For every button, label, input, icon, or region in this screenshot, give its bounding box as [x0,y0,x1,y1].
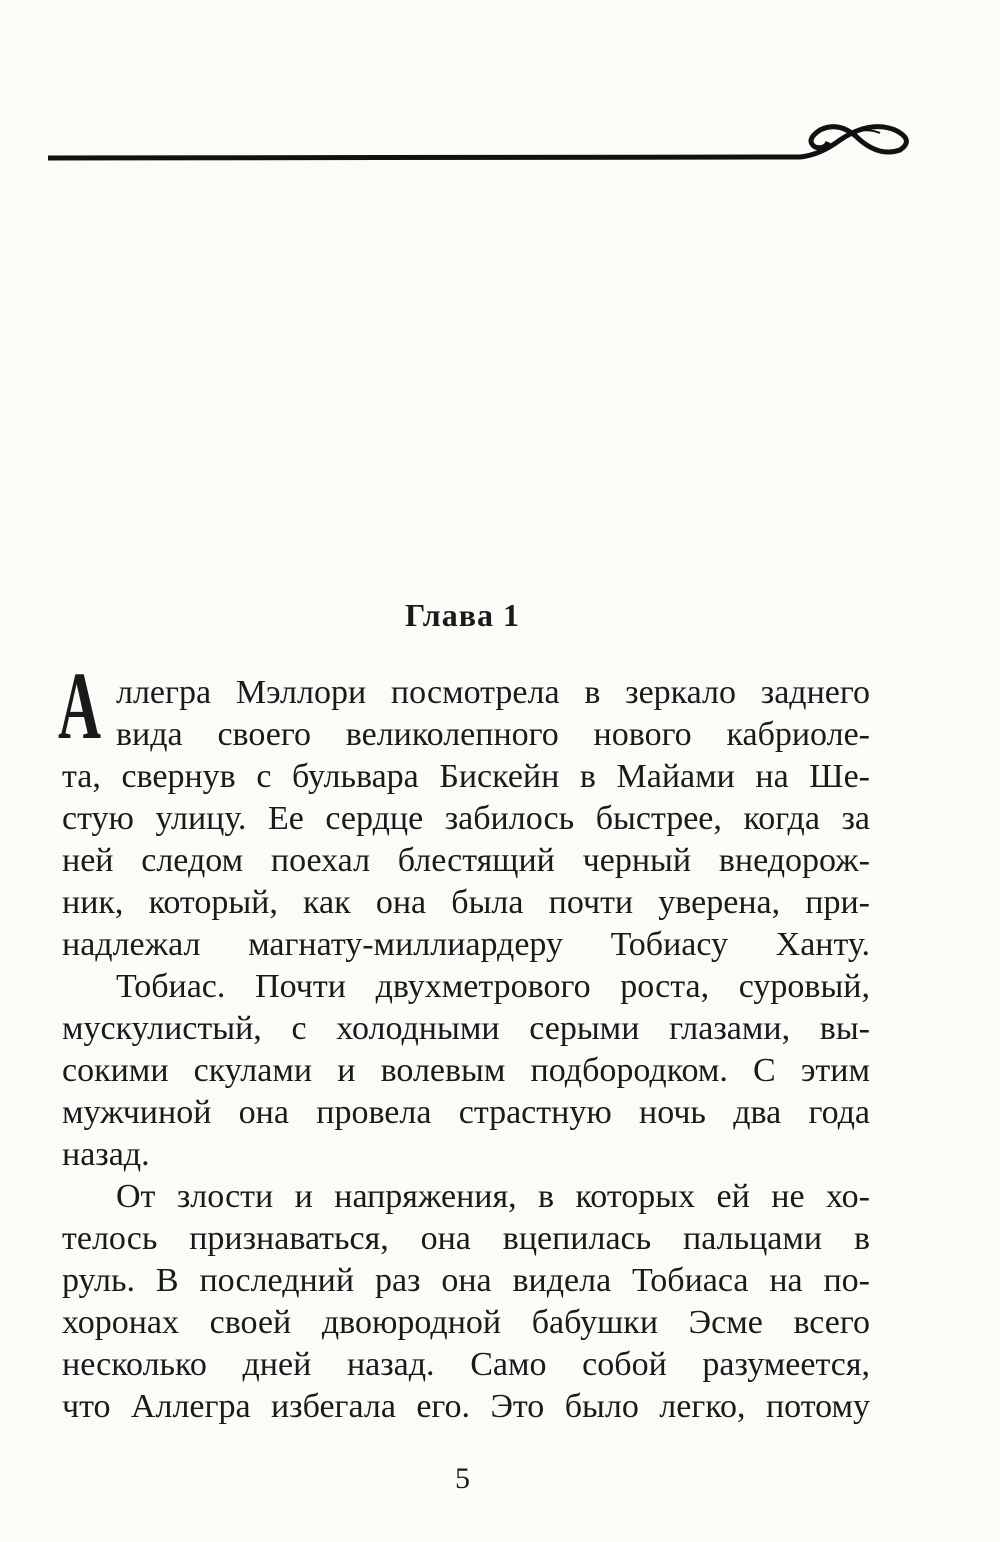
text-line: мускулистый, с холодными серыми глазами, вы- [62,1010,870,1047]
text-line: От злости и напряжения, в которых ей не хо- [116,1178,870,1215]
text-line: несколько дней назад. Само собой разумеется, [62,1346,870,1383]
text-line: Тобиас. Почти двухметрового роста, суровый, [116,968,870,1005]
text-line: та, свернув с бульвара Бискейн в Майами на Ше- [62,758,870,795]
text-line: сокими скулами и волевым подбородком. С этим [62,1052,870,1089]
page-number: 5 [455,1462,470,1495]
header-ornament-icon [40,95,920,175]
text-line: ней следом поехал блестящий черный внедорож- [62,842,870,879]
text-line: ник, который, как она была почти уверена, при- [62,884,870,921]
text-line: руль. В последний раз она видела Тобиаса на по- [62,1262,870,1299]
drop-cap: А [58,652,101,759]
text-line: хоронах своей двоюродной бабушки Эсме всего [62,1304,870,1341]
text-line: стую улицу. Ее сердце забилось быстрее, когда за [62,800,870,837]
text-line: ллегра Мэллори посмотрела в зеркало заднего [116,674,870,711]
text-line: мужчиной она провела страстную ночь два года [62,1094,870,1131]
text-line: надлежал магнату-миллиардеру Тобиасу Ханту. [62,926,870,963]
text-line: вида своего великолепного нового кабриоле- [116,716,870,753]
text-line: телось признаваться, она вцепилась пальцами в [62,1220,870,1257]
text-line: назад. [62,1136,150,1173]
text-line: что Аллегра избегала его. Это было легко, потому [62,1388,870,1425]
chapter-heading: Глава 1 [405,597,520,633]
